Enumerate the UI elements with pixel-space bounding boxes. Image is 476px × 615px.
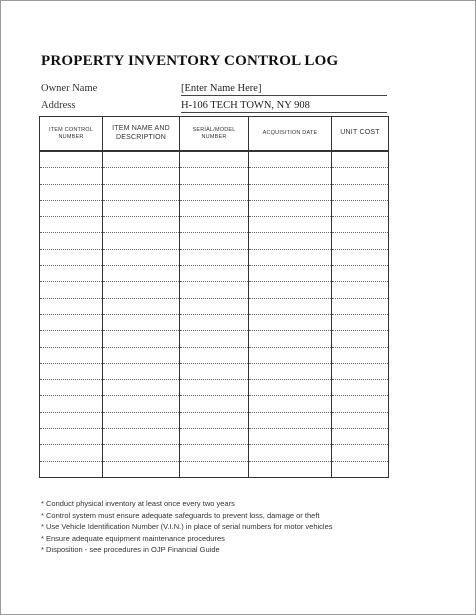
column-header-item-name-description: ITEM NAME AND DESCRIPTION — [103, 117, 180, 152]
table-cell[interactable] — [40, 380, 103, 396]
table-cell[interactable] — [103, 249, 180, 265]
table-cell[interactable] — [332, 429, 389, 445]
table-cell[interactable] — [40, 347, 103, 363]
owner-name-field[interactable]: [Enter Name Here] — [181, 83, 387, 96]
inventory-table — [39, 116, 389, 478]
table-cell[interactable] — [249, 151, 332, 168]
note-item: * Disposition - see procedures in OJP Financial Guide — [41, 545, 220, 554]
table-cell[interactable] — [249, 266, 332, 282]
column-header-item-control-number: ITEM CONTROL NUMBER — [40, 117, 103, 152]
note-item: * Use Vehicle Identification Number (V.I.N.) in place of serial numbers for motor vehicles — [41, 522, 333, 531]
table-cell[interactable] — [40, 282, 103, 298]
table-cell[interactable] — [332, 363, 389, 379]
table-cell[interactable] — [103, 151, 180, 168]
table-row — [40, 396, 389, 412]
table-cell[interactable] — [332, 461, 389, 477]
table-cell[interactable] — [40, 314, 103, 330]
table-cell[interactable] — [40, 184, 103, 200]
table-cell[interactable] — [40, 396, 103, 412]
column-header-serial-model-number: SERIAL/MODEL NUMBER — [180, 117, 249, 152]
table-row — [40, 412, 389, 428]
table-cell[interactable] — [180, 445, 249, 461]
address-label: Address — [41, 100, 76, 111]
column-header-acquisition-date: ACQUISITION DATE — [249, 117, 332, 152]
table-cell[interactable] — [40, 233, 103, 249]
table-cell[interactable] — [249, 233, 332, 249]
table-cell[interactable] — [180, 412, 249, 428]
table-cell[interactable] — [249, 184, 332, 200]
table-row — [40, 233, 389, 249]
table-row — [40, 461, 389, 477]
table-cell[interactable] — [40, 200, 103, 216]
table-cell[interactable] — [180, 380, 249, 396]
table-cell[interactable] — [249, 380, 332, 396]
table-row — [40, 331, 389, 347]
table-cell[interactable] — [103, 461, 180, 477]
table-row — [40, 168, 389, 184]
table-cell[interactable] — [249, 429, 332, 445]
table-cell[interactable] — [103, 168, 180, 184]
table-cell[interactable] — [103, 412, 180, 428]
table-cell[interactable] — [180, 461, 249, 477]
table-cell[interactable] — [332, 412, 389, 428]
table-row — [40, 266, 389, 282]
table-cell[interactable] — [180, 282, 249, 298]
table-cell[interactable] — [103, 396, 180, 412]
table-cell[interactable] — [332, 151, 389, 168]
table-cell[interactable] — [332, 380, 389, 396]
table-cell[interactable] — [40, 298, 103, 314]
table-row — [40, 347, 389, 363]
table-cell[interactable] — [180, 266, 249, 282]
table-cell[interactable] — [103, 314, 180, 330]
column-header-unit-cost: UNIT COST — [332, 117, 389, 152]
table-row — [40, 249, 389, 265]
table-cell[interactable] — [249, 314, 332, 330]
table-cell[interactable] — [103, 233, 180, 249]
table-cell[interactable] — [332, 168, 389, 184]
table-cell[interactable] — [332, 217, 389, 233]
table-cell[interactable] — [103, 363, 180, 379]
table-cell[interactable] — [249, 298, 332, 314]
table-header-row — [40, 117, 389, 152]
table-cell[interactable] — [249, 168, 332, 184]
table-cell[interactable] — [103, 445, 180, 461]
table-cell[interactable] — [332, 445, 389, 461]
table-cell[interactable] — [249, 363, 332, 379]
table-row — [40, 445, 389, 461]
table-cell[interactable] — [332, 396, 389, 412]
page-title: PROPERTY INVENTORY CONTROL LOG — [41, 53, 339, 69]
table-row — [40, 380, 389, 396]
address-field[interactable]: H-106 TECH TOWN, NY 908 — [181, 100, 387, 113]
table-cell[interactable] — [249, 331, 332, 347]
table-cell[interactable] — [180, 298, 249, 314]
table-cell[interactable] — [249, 200, 332, 216]
table-cell[interactable] — [332, 347, 389, 363]
table-row — [40, 429, 389, 445]
table-cell[interactable] — [180, 233, 249, 249]
table-cell[interactable] — [332, 314, 389, 330]
table-row — [40, 200, 389, 216]
table-cell[interactable] — [103, 331, 180, 347]
table-cell[interactable] — [249, 282, 332, 298]
table-cell[interactable] — [332, 298, 389, 314]
table-cell[interactable] — [180, 249, 249, 265]
table-cell[interactable] — [249, 249, 332, 265]
table-cell[interactable] — [332, 200, 389, 216]
table-cell[interactable] — [249, 461, 332, 477]
table-row — [40, 151, 389, 168]
table-cell[interactable] — [40, 249, 103, 265]
table-cell[interactable] — [103, 200, 180, 216]
table-row — [40, 282, 389, 298]
table-cell[interactable] — [332, 331, 389, 347]
table-cell[interactable] — [180, 347, 249, 363]
table-cell[interactable] — [103, 266, 180, 282]
table-row — [40, 314, 389, 330]
table-cell[interactable] — [40, 429, 103, 445]
table-cell[interactable] — [40, 331, 103, 347]
table-cell[interactable] — [249, 412, 332, 428]
table-cell[interactable] — [103, 217, 180, 233]
table-cell[interactable] — [103, 380, 180, 396]
table-cell[interactable] — [332, 266, 389, 282]
table-cell[interactable] — [249, 445, 332, 461]
table-cell[interactable] — [180, 363, 249, 379]
table-cell[interactable] — [332, 184, 389, 200]
table-cell[interactable] — [40, 461, 103, 477]
table-cell[interactable] — [40, 363, 103, 379]
table-cell[interactable] — [40, 445, 103, 461]
table-row — [40, 298, 389, 314]
note-item: * Control system must ensure adequate safeguards to prevent loss, damage or theft — [41, 510, 320, 520]
table-cell[interactable] — [40, 168, 103, 184]
table-row — [40, 184, 389, 200]
notes-list — [41, 498, 333, 556]
table-cell[interactable] — [180, 184, 249, 200]
table-cell[interactable] — [103, 282, 180, 298]
table-cell[interactable] — [40, 151, 103, 168]
table-cell[interactable] — [40, 217, 103, 233]
table-cell[interactable] — [249, 396, 332, 412]
table-cell[interactable] — [332, 249, 389, 265]
table-cell[interactable] — [332, 282, 389, 298]
table-cell[interactable] — [180, 396, 249, 412]
note-item: * Conduct physical inventory at least once every two years — [41, 499, 235, 508]
table-body — [40, 151, 389, 477]
table-cell[interactable] — [249, 217, 332, 233]
table-cell[interactable] — [40, 266, 103, 282]
table-cell[interactable] — [332, 233, 389, 249]
owner-name-label: Owner Name — [41, 83, 98, 94]
table-cell[interactable] — [249, 347, 332, 363]
table-cell[interactable] — [103, 347, 180, 363]
table-cell[interactable] — [180, 151, 249, 168]
table-cell[interactable] — [180, 429, 249, 445]
table-cell[interactable] — [40, 412, 103, 428]
table-cell[interactable] — [180, 331, 249, 347]
table-row — [40, 363, 389, 379]
table-cell[interactable] — [180, 217, 249, 233]
table-cell[interactable] — [180, 200, 249, 216]
table-cell[interactable] — [103, 184, 180, 200]
table-cell[interactable] — [180, 314, 249, 330]
note-item: * Ensure adequate equipment maintenance procedures — [41, 533, 225, 543]
table-cell[interactable] — [103, 298, 180, 314]
table-row — [40, 217, 389, 233]
table-cell[interactable] — [103, 429, 180, 445]
table-cell[interactable] — [180, 168, 249, 184]
